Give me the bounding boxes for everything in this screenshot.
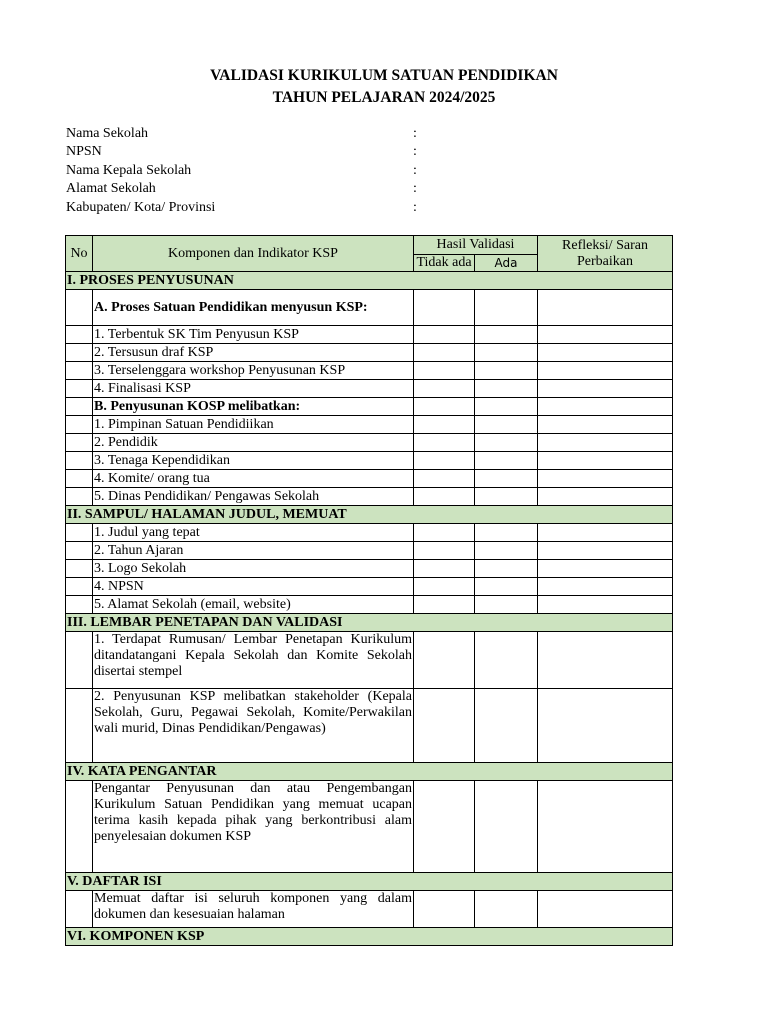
no-cell (66, 416, 93, 434)
table-row (66, 596, 673, 614)
tidak-ada-cell[interactable] (414, 434, 475, 452)
indicator-text: 5. Alamat Sekolah (email, website) (93, 596, 414, 614)
no-cell (66, 344, 93, 362)
table-row (66, 434, 673, 452)
table-row (66, 488, 673, 506)
indicator-text: 2. Penyusunan KSP melibatkan stakeholder (Kepala Sekolah, Guru, Pegawai Sekolah, Komite/Perwakilan wali murid, Dinas Pendidikan/Pengawas) (93, 689, 414, 763)
table-row (66, 560, 673, 578)
ada-cell[interactable] (475, 781, 538, 873)
ada-cell[interactable] (475, 524, 538, 542)
ada-cell[interactable] (475, 380, 538, 398)
refleksi-cell[interactable] (538, 488, 673, 506)
ada-cell[interactable] (475, 326, 538, 344)
no-cell (66, 380, 93, 398)
refleksi-cell[interactable] (538, 891, 673, 928)
table-row (66, 416, 673, 434)
section-row (66, 928, 673, 946)
table-row (66, 524, 673, 542)
no-cell (66, 781, 93, 873)
indicator-text: 2. Tahun Ajaran (93, 542, 414, 560)
page-subtitle: TAHUN PELAJARAN 2024/2025 (272, 89, 496, 106)
refleksi-cell[interactable] (538, 560, 673, 578)
tidak-ada-cell[interactable] (414, 290, 475, 326)
indicator-text: 4. NPSN (93, 578, 414, 596)
refleksi-cell[interactable] (538, 380, 673, 398)
section-title: II. SAMPUL/ HALAMAN JUDUL, MEMUAT (66, 506, 673, 524)
refleksi-cell[interactable] (538, 452, 673, 470)
no-cell (66, 524, 93, 542)
indicator-text: 1. Pimpinan Satuan Pendidiikan (93, 416, 414, 434)
tidak-ada-cell[interactable] (414, 596, 475, 614)
ada-cell[interactable] (475, 689, 538, 763)
tidak-ada-cell[interactable] (414, 578, 475, 596)
table-row (66, 380, 673, 398)
refleksi-cell[interactable] (538, 362, 673, 380)
tidak-ada-cell[interactable] (414, 524, 475, 542)
indicator-text: 1. Terbentuk SK Tim Penyusun KSP (93, 326, 414, 344)
tidak-ada-cell[interactable] (414, 452, 475, 470)
tidak-ada-cell[interactable] (414, 689, 475, 763)
ada-cell[interactable] (475, 470, 538, 488)
ada-cell[interactable] (475, 452, 538, 470)
tidak-ada-cell[interactable] (414, 362, 475, 380)
refleksi-cell[interactable] (538, 290, 673, 326)
info-label: Nama Kepala Sekolah (66, 162, 192, 178)
info-label: Kabupaten/ Kota/ Provinsi (66, 199, 216, 215)
info-row-alamat (66, 180, 446, 198)
ada-cell[interactable] (475, 632, 538, 689)
no-cell (66, 596, 93, 614)
table-row (66, 689, 673, 763)
no-cell (66, 326, 93, 344)
indicator-text: Memuat daftar isi seluruh komponen yang dalam dokumen dan kesesuaian halaman (93, 891, 414, 928)
no-cell (66, 542, 93, 560)
info-row-nama-sekolah (66, 125, 446, 143)
table-header-row (66, 236, 673, 255)
ada-cell[interactable] (475, 488, 538, 506)
tidak-ada-cell[interactable] (414, 380, 475, 398)
indicator-heading: B. Penyusunan KOSP melibatkan: (93, 398, 414, 416)
table-row (66, 452, 673, 470)
indicator-text: 4. Finalisasi KSP (93, 380, 414, 398)
no-cell (66, 452, 93, 470)
table-row (66, 344, 673, 362)
refleksi-cell[interactable] (538, 434, 673, 452)
table-row (66, 578, 673, 596)
refleksi-cell[interactable] (538, 578, 673, 596)
no-cell (66, 689, 93, 763)
col-header-hasil-validasi: Hasil Validasi (414, 236, 538, 255)
tidak-ada-cell[interactable] (414, 632, 475, 689)
tidak-ada-cell[interactable] (414, 398, 475, 416)
section-row (66, 763, 673, 781)
section-title: I. PROSES PENYUSUNAN (66, 272, 673, 290)
no-cell (66, 470, 93, 488)
refleksi-cell[interactable] (538, 326, 673, 344)
tidak-ada-cell[interactable] (414, 560, 475, 578)
ada-cell[interactable] (475, 344, 538, 362)
info-colon: : (413, 144, 417, 160)
tidak-ada-cell[interactable] (414, 781, 475, 873)
info-colon: : (413, 181, 417, 197)
ada-cell[interactable] (475, 560, 538, 578)
indicator-heading: A. Proses Satuan Pendidikan menyusun KSP: (93, 290, 414, 326)
tidak-ada-cell[interactable] (414, 416, 475, 434)
refleksi-cell[interactable] (538, 416, 673, 434)
table-row (66, 398, 673, 416)
info-row-kepala-sekolah (66, 162, 446, 180)
tidak-ada-cell[interactable] (414, 891, 475, 928)
no-cell (66, 362, 93, 380)
col-header-refleksi: Refleksi/ Saran Perbaikan (538, 236, 673, 272)
tidak-ada-cell[interactable] (414, 542, 475, 560)
indicator-text: 3. Logo Sekolah (93, 560, 414, 578)
info-colon: : (413, 162, 417, 178)
ada-cell[interactable] (475, 434, 538, 452)
no-cell (66, 434, 93, 452)
no-cell (66, 290, 93, 326)
school-info (66, 125, 446, 217)
no-cell (66, 632, 93, 689)
ada-cell[interactable] (475, 290, 538, 326)
refleksi-cell[interactable] (538, 398, 673, 416)
section-title: VI. KOMPONEN KSP (66, 928, 673, 946)
refleksi-cell[interactable] (538, 524, 673, 542)
table-row (66, 290, 673, 326)
indicator-text: 2. Pendidik (93, 434, 414, 452)
table-row (66, 891, 673, 928)
section-title: V. DAFTAR ISI (66, 873, 673, 891)
indicator-text: 3. Terselenggara workshop Penyusunan KSP (93, 362, 414, 380)
tidak-ada-cell[interactable] (414, 326, 475, 344)
table-row (66, 362, 673, 380)
ada-cell[interactable] (475, 596, 538, 614)
refleksi-cell[interactable] (538, 689, 673, 763)
info-colon: : (413, 126, 417, 141)
ada-cell[interactable] (475, 416, 538, 434)
ada-cell[interactable] (475, 891, 538, 928)
indicator-text: 1. Judul yang tepat (93, 524, 414, 542)
table-row (66, 326, 673, 344)
tidak-ada-cell[interactable] (414, 470, 475, 488)
section-title: III. LEMBAR PENETAPAN DAN VALIDASI (66, 614, 673, 632)
info-row-npsn (66, 143, 446, 161)
section-row (66, 272, 673, 290)
table-row (66, 542, 673, 560)
refleksi-cell[interactable] (538, 632, 673, 689)
section-row (66, 506, 673, 524)
info-row-kabupaten (66, 199, 446, 217)
ada-cell[interactable] (475, 398, 538, 416)
validation-table (65, 235, 673, 946)
no-cell (66, 488, 93, 506)
no-cell (66, 891, 93, 928)
col-header-ada: Ada (475, 255, 538, 272)
section-row (66, 873, 673, 891)
info-label: Nama Sekolah (66, 126, 149, 141)
section-row (66, 614, 673, 632)
info-label: Alamat Sekolah (66, 181, 156, 197)
indicator-text: 4. Komite/ orang tua (93, 470, 414, 488)
refleksi-cell[interactable] (538, 344, 673, 362)
indicator-text: 3. Tenaga Kependidikan (93, 452, 414, 470)
ada-cell[interactable] (475, 362, 538, 380)
page-title: VALIDASI KURIKULUM SATUAN PENDIDIKAN (210, 67, 558, 84)
tidak-ada-cell[interactable] (414, 344, 475, 362)
section-title: IV. KATA PENGANTAR (66, 763, 673, 781)
table-row (66, 470, 673, 488)
col-header-tidak-ada: Tidak ada (414, 255, 475, 272)
refleksi-cell[interactable] (538, 542, 673, 560)
refleksi-cell[interactable] (538, 596, 673, 614)
no-cell (66, 560, 93, 578)
col-header-komponen: Komponen dan Indikator KSP (93, 236, 414, 272)
refleksi-cell[interactable] (538, 470, 673, 488)
indicator-text: 1. Terdapat Rumusan/ Lembar Penetapan Kurikulum ditandatangani Kepala Sekolah dan Komite Sekolah disertai stempel (93, 632, 414, 689)
ada-cell[interactable] (475, 542, 538, 560)
table-row (66, 632, 673, 689)
refleksi-cell[interactable] (538, 781, 673, 873)
ada-cell[interactable] (475, 578, 538, 596)
table-row (66, 781, 673, 873)
indicator-text: 2. Tersusun draf KSP (93, 344, 414, 362)
info-colon: : (413, 199, 417, 215)
no-cell (66, 578, 93, 596)
indicator-text: 5. Dinas Pendidikan/ Pengawas Sekolah (93, 488, 414, 506)
col-header-no: No (66, 236, 93, 272)
info-label: NPSN (66, 144, 102, 160)
tidak-ada-cell[interactable] (414, 488, 475, 506)
no-cell (66, 398, 93, 416)
indicator-text: Pengantar Penyusunan dan atau Pengembangan Kurikulum Satuan Pendidikan yang memuat ucapan terima kasih kepada pihak yang berkontribusi alam penyelesaian dokumen KSP (93, 781, 414, 873)
